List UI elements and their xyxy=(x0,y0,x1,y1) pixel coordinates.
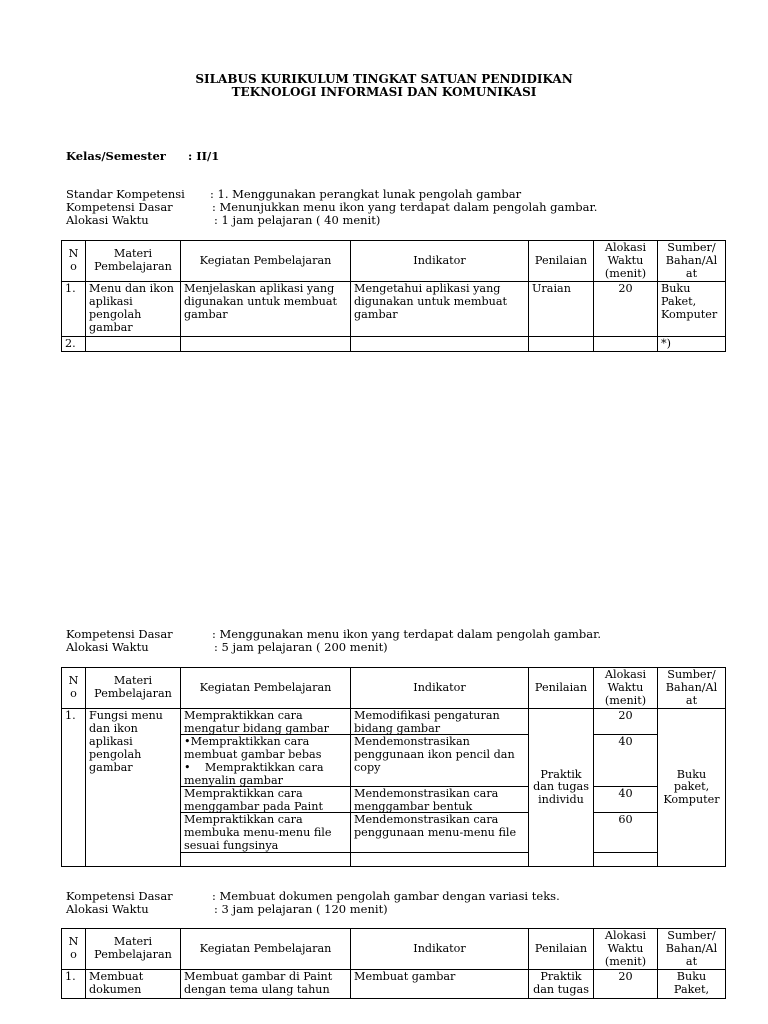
kegiatan-item: Mempraktikkan cara menggambar pada Paint xyxy=(181,787,350,813)
indikator-item: Mendemonstrasikan cara penggunaan menu-menu file xyxy=(351,813,528,853)
cell-sumber: Buku paket, Komputer xyxy=(658,709,726,867)
alokasi-item: 60 xyxy=(594,813,657,853)
header-no: N o xyxy=(62,668,86,709)
kegiatan-item-empty xyxy=(181,853,350,866)
cell-sumber: Buku Paket, Komputer xyxy=(658,282,726,336)
kompetensi-dasar-label: Kompetensi Dasar xyxy=(66,627,173,641)
cell-alokasi xyxy=(594,709,658,867)
indikator-item-empty xyxy=(351,853,528,866)
header-indikator: Indikator xyxy=(351,929,529,970)
standar-kompetensi-value: : 1. Menggunakan perangkat lunak pengolah gambar xyxy=(210,187,522,201)
cell-sumber: Buku Paket, xyxy=(658,970,726,999)
cell-penilaian: Praktik dan tugas xyxy=(529,970,594,999)
kompetensi-dasar-label: Kompetensi Dasar xyxy=(66,200,173,214)
cell-no: 1. xyxy=(62,970,86,999)
header-alokasi: Alokasi Waktu (menit) xyxy=(594,668,658,709)
cell-alokasi: 20 xyxy=(594,970,658,999)
header-sumber: Sumber/ Bahan/Al at xyxy=(658,668,726,709)
cell-indikator xyxy=(351,709,529,867)
header-penilaian: Penilaian xyxy=(529,929,594,970)
kegiatan-item: •Mempraktikkan cara membuat gambar bebas • Mempraktikkan cara menyalin gambar xyxy=(181,735,350,787)
table-row xyxy=(62,709,726,867)
cell-no: 2. xyxy=(62,336,86,352)
indikator-item: Mendemonstrasikan cara menggambar bentuk xyxy=(351,787,528,813)
cell-indikator: Mengetahui aplikasi yang digunakan untuk membuat gambar xyxy=(351,282,529,336)
kompetensi-dasar-value: : Menunjukkan menu ikon yang terdapat dalam pengolah gambar. xyxy=(212,200,598,214)
header-sumber: Sumber/ Bahan/Al at xyxy=(658,929,726,970)
alokasi-item: 40 xyxy=(594,787,657,813)
alokasi-item: 20 xyxy=(594,709,657,735)
header-kegiatan: Kegiatan Pembelajaran xyxy=(181,241,351,282)
cell-kegiatan xyxy=(181,709,351,867)
header-kegiatan: Kegiatan Pembelajaran xyxy=(181,929,351,970)
table-header-row xyxy=(62,241,726,282)
header-materi: Materi Pembelajaran xyxy=(86,929,181,970)
kompetensi-dasar-label: Kompetensi Dasar xyxy=(66,889,173,903)
alokasi-waktu-label: Alokasi Waktu xyxy=(66,640,149,654)
document-title-line2: TEKNOLOGI INFORMASI DAN KOMUNIKASI xyxy=(231,85,537,99)
header-penilaian: Penilaian xyxy=(529,668,594,709)
table-header-row xyxy=(62,929,726,970)
document-title-line1: SILABUS KURIKULUM TINGKAT SATUAN PENDIDIKAN xyxy=(195,72,573,86)
header-indikator: Indikator xyxy=(351,241,529,282)
cell-indikator: Membuat gambar xyxy=(351,970,529,999)
alokasi-waktu-value: : 1 jam pelajaran ( 40 menit) xyxy=(214,213,381,227)
header-materi: Materi Pembelajaran xyxy=(86,241,181,282)
cell-kegiatan: Membuat gambar di Paint dengan tema ulang tahun xyxy=(181,970,351,999)
kelas-label: Kelas/Semester xyxy=(66,149,166,163)
cell-materi: Fungsi menu dan ikon aplikasi pengolah gambar xyxy=(86,709,181,867)
syllabus-table-1 xyxy=(61,240,726,352)
kompetensi-dasar-value: : Menggunakan menu ikon yang terdapat dalam pengolah gambar. xyxy=(212,627,602,641)
syllabus-table-3 xyxy=(61,928,726,999)
indikator-item: Memodifikasi pengaturan bidang gambar xyxy=(351,709,528,735)
header-no: N o xyxy=(62,929,86,970)
standar-kompetensi-label: Standar Kompetensi xyxy=(66,187,185,201)
alokasi-waktu-label: Alokasi Waktu xyxy=(66,213,149,227)
header-materi: Materi Pembelajaran xyxy=(86,668,181,709)
header-kegiatan: Kegiatan Pembelajaran xyxy=(181,668,351,709)
cell-materi: Menu dan ikon aplikasi pengolah gambar xyxy=(86,282,181,336)
table-row xyxy=(62,970,726,999)
kelas-value: : II/1 xyxy=(188,149,220,163)
alokasi-item-empty xyxy=(594,853,657,866)
header-alokasi: Alokasi Waktu (menit) xyxy=(594,241,658,282)
indikator-item: Mendemonstrasikan penggunaan ikon pencil dan copy xyxy=(351,735,528,787)
alokasi-waktu-value: : 5 jam pelajaran ( 200 menit) xyxy=(214,640,388,654)
table-row xyxy=(62,336,726,352)
header-no: N o xyxy=(62,241,86,282)
cell-sumber: *) xyxy=(658,336,726,352)
cell-penilaian: Praktik dan tugas individu xyxy=(529,709,594,867)
cell-no: 1. xyxy=(62,709,86,867)
cell-materi: Membuat dokumen xyxy=(86,970,181,999)
alokasi-item: 40 xyxy=(594,735,657,787)
kegiatan-item: Mempraktikkan cara membuka menu-menu file sesuai fungsinya xyxy=(181,813,350,853)
cell-kegiatan: Menjelaskan aplikasi yang digunakan untuk membuat gambar xyxy=(181,282,351,336)
cell-penilaian: Uraian xyxy=(529,282,594,336)
alokasi-waktu-label: Alokasi Waktu xyxy=(66,902,149,916)
header-penilaian: Penilaian xyxy=(529,241,594,282)
cell-no: 1. xyxy=(62,282,86,336)
header-indikator: Indikator xyxy=(351,668,529,709)
header-alokasi: Alokasi Waktu (menit) xyxy=(594,929,658,970)
cell-alokasi: 20 xyxy=(594,282,658,336)
alokasi-waktu-value: : 3 jam pelajaran ( 120 menit) xyxy=(214,902,388,916)
kompetensi-dasar-value: : Membuat dokumen pengolah gambar dengan variasi teks. xyxy=(212,889,560,903)
table-header-row xyxy=(62,668,726,709)
header-sumber: Sumber/ Bahan/Al at xyxy=(658,241,726,282)
table-row xyxy=(62,282,726,336)
kegiatan-item: Mempraktikkan cara mengatur bidang gambar xyxy=(181,709,350,735)
syllabus-table-2 xyxy=(61,667,726,867)
